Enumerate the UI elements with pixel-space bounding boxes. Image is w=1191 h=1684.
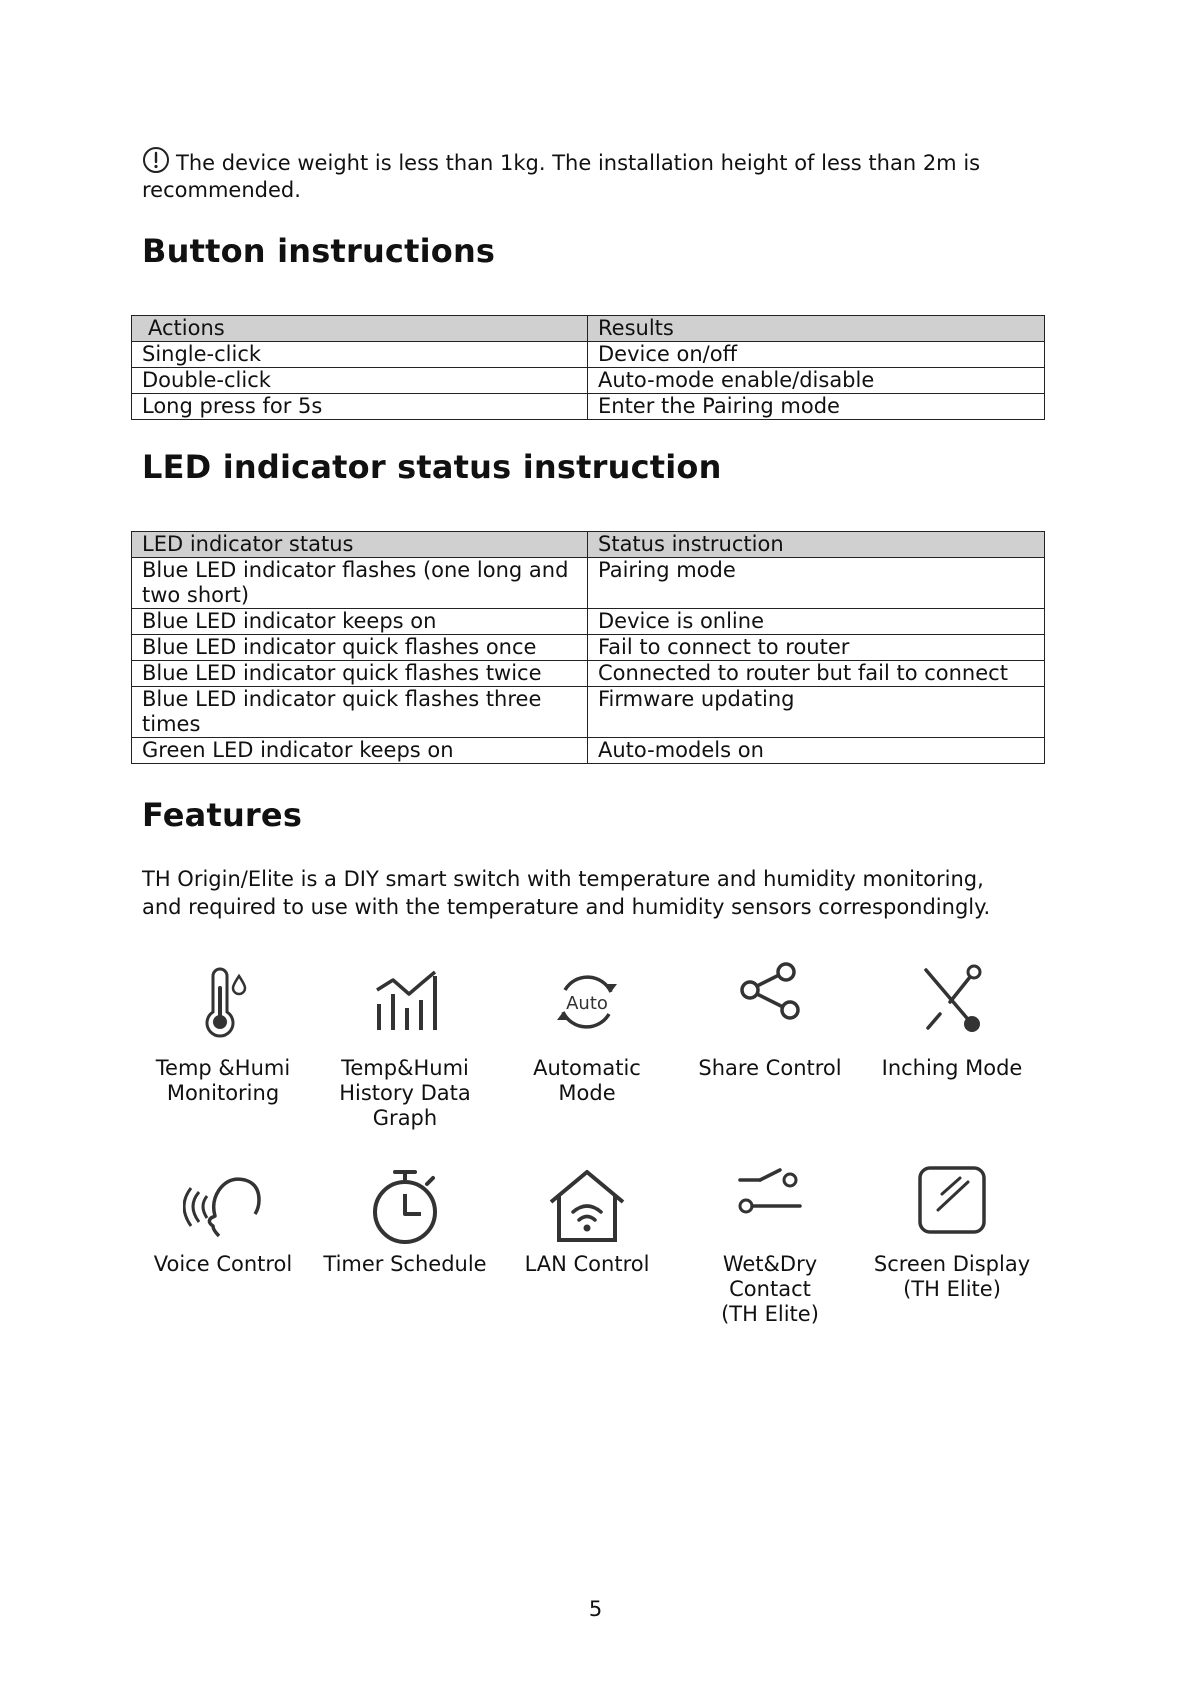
table-row [132,558,1045,609]
feature-voice-control [133,1166,313,1277]
table-cell: Device on/off [588,342,1045,368]
weight-note [142,146,1002,204]
screen-icon [912,1166,992,1246]
thermometer-droplet-icon [183,962,263,1042]
table-cell: Long press for 5s [132,394,588,420]
voice-icon [183,1166,263,1246]
table-cell: Device is online [588,609,1045,635]
table-cell: Pairing mode [588,558,1045,609]
feature-history-graph [315,962,495,1131]
table-row [132,342,1045,368]
header-results: Results [588,316,1045,342]
table-cell: Enter the Pairing mode [588,394,1045,420]
table-cell: Blue LED indicator keeps on [132,609,588,635]
feature-timer-schedule [315,1166,495,1277]
share-icon [730,962,810,1042]
feature-label: Inching Mode [881,1056,1023,1080]
table-row [132,738,1045,764]
feature-label: Wet&Dry Contact (TH Elite) [721,1252,819,1326]
feature-label: Share Control [698,1056,842,1080]
table-row [132,687,1045,738]
home-wifi-icon [547,1166,627,1246]
bar-graph-icon [365,962,445,1042]
feature-inching-mode [862,962,1042,1081]
led-status-heading: LED indicator status instruction [142,448,722,486]
table-cell: Fail to connect to router [588,635,1045,661]
header-actions: Actions [132,316,588,342]
table-cell: Blue LED indicator flashes (one long and two short) [132,558,588,609]
table-cell: Auto-mode enable/disable [588,368,1045,394]
table-cell: Double-click [132,368,588,394]
table-cell: Firmware updating [588,687,1045,738]
table-row [132,394,1045,420]
table-row [132,635,1045,661]
feature-label: Temp&Humi History Data Graph [339,1056,471,1130]
auto-cycle-icon [547,962,627,1042]
feature-share-control [680,962,860,1081]
feature-label: Timer Schedule [323,1252,487,1276]
button-instructions-table [131,315,1045,420]
stopwatch-icon [365,1166,445,1246]
button-instructions-heading: Button instructions [142,232,496,270]
auto-icon-text: Auto [566,993,608,1014]
header-led-status: LED indicator status [132,532,588,558]
feature-lan-control [497,1166,677,1277]
feature-label: Automatic Mode [533,1056,641,1105]
feature-label: Screen Display (TH Elite) [873,1252,1031,1301]
table-header-row [132,532,1045,558]
features-description: TH Origin/Elite is a DIY smart switch with temperature and humidity monitoring, and required to use with the temperature and humidity sensors correspondingly. [142,867,991,919]
switch-contact-icon [730,1166,810,1246]
weight-note-text: The device weight is less than 1kg. The installation height of less than 2m is recommended. [142,151,981,202]
exclamation-circle-icon [142,146,170,174]
table-cell: Single-click [132,342,588,368]
table-cell: Auto-models on [588,738,1045,764]
page-number: 5 [588,1597,603,1621]
table-cell: Connected to router but fail to connect [588,661,1045,687]
feature-wet-dry-contact [680,1166,860,1327]
features-heading: Features [142,796,303,834]
feature-automatic-mode [497,962,677,1106]
table-cell: Blue LED indicator quick flashes twice [132,661,588,687]
header-status-instruction: Status instruction [588,532,1045,558]
feature-label: Voice Control [153,1252,293,1276]
table-row [132,609,1045,635]
table-row [132,368,1045,394]
table-cell: Blue LED indicator quick flashes three times [132,687,588,738]
table-cell: Green LED indicator keeps on [132,738,588,764]
table-header-row [132,316,1045,342]
table-cell: Blue LED indicator quick flashes once [132,635,588,661]
feature-label: Temp &Humi Monitoring [155,1056,291,1105]
table-row [132,661,1045,687]
led-status-table [131,531,1045,764]
feature-screen-display [862,1166,1042,1302]
inching-icon [912,962,992,1042]
feature-temp-humi-monitoring [133,962,313,1106]
feature-label: LAN Control [524,1252,650,1276]
